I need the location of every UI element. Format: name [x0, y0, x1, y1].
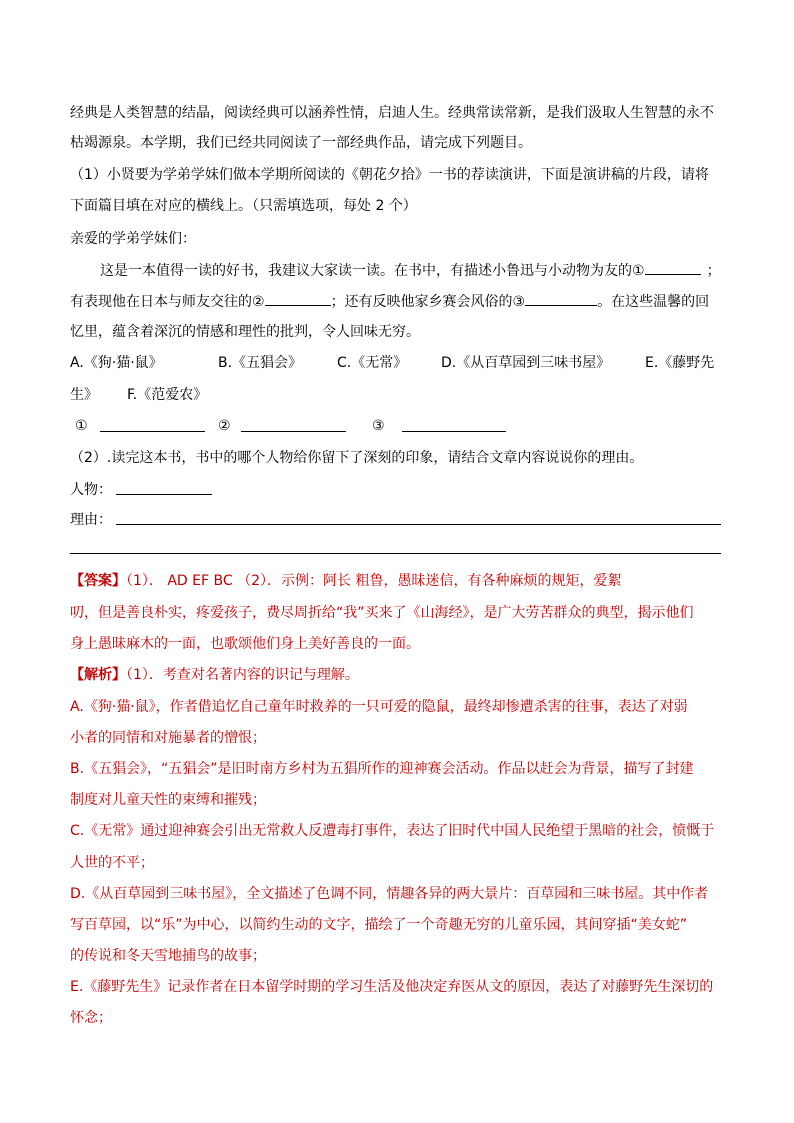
answer-mark-3: ③ — [372, 418, 385, 434]
answer-blank-1[interactable] — [100, 431, 205, 432]
analysis-line: 怀念； — [70, 1010, 112, 1026]
answer-line-3: 身上愚昧麻木的一面，也歌颂他们身上美好善良的一面。 — [70, 636, 420, 652]
greeting: 亲爱的学弟学妹们： — [70, 231, 196, 247]
speech-text: 有表现他在日本与师友交往的② — [70, 294, 265, 310]
analysis-line: 写百草园，以“乐”为中心，以简约生动的文字，描绘了一个奇趣无穷的儿童乐园，其间穿插“美女蛇” — [70, 917, 688, 933]
option-c: C.《无常》 — [337, 355, 408, 371]
option-a: A.《狗·猫·鼠》 — [70, 355, 163, 371]
analysis-line-intro — [70, 665, 359, 685]
analysis-line: 人世的不平； — [70, 855, 154, 871]
answer-text: （1）． AD EF BC （2）．示例：阿长 粗鲁，愚昧迷信，有各种麻烦的规矩，爱絮 — [126, 573, 622, 589]
analysis-line: A.《狗·猫·鼠》，作者借追忆自己童年时救养的一只可爱的隐鼠，最终却惨遭杀害的往事，表达了对弱 — [70, 699, 688, 715]
answer-mark-2: ② — [218, 418, 231, 434]
option-e-cont: 生》 — [70, 387, 98, 403]
speech-text: 。在这些温馨的回 — [597, 294, 710, 310]
answer-mark-1: ① — [75, 418, 88, 434]
question-1-line-2: 下面篇目填在对应的横线上。（只需填选项，每处 2 个） — [70, 198, 417, 214]
answer-line-2: 叨，但是善良朴实，疼爱孩子，费尽周折给“我”买来了《山海经》，是广大劳苦群众的典型，揭示他们 — [70, 605, 694, 621]
blank-2[interactable] — [265, 291, 331, 306]
speech-text: ； — [706, 263, 721, 279]
blank-1[interactable] — [645, 260, 701, 275]
speech-text: ；还有反映他家乡赛会风俗的③ — [330, 294, 526, 310]
answer-tag: 【答案】 — [70, 573, 126, 589]
analysis-line: D.《从百草园到三味书屋》，全文描述了色调不同，情趣各异的两大景片：百草园和三味书屋。其中作者 — [70, 886, 709, 902]
answer-blank-3[interactable] — [402, 431, 506, 432]
option-e: E.《藤野先 — [645, 355, 715, 371]
option-f: F.《范爱农》 — [127, 387, 208, 403]
character-label: 人物： — [70, 482, 112, 498]
question-2: （2）.读完这本书，书中的哪个人物给你留下了深刻的印象，请结合文章内容说说你的理由。 — [70, 450, 644, 466]
analysis-intro: （1）．考查对名著内容的识记与理解。 — [126, 667, 359, 683]
character-input[interactable] — [116, 494, 212, 495]
analysis-line: 小者的同情和对施暴者的憎恨； — [70, 730, 266, 746]
analysis-line: 的传说和冬天雪地捕鸟的故事； — [70, 948, 266, 964]
reason-input[interactable] — [116, 524, 721, 525]
answer-blank-2[interactable] — [241, 431, 346, 432]
analysis-line: C.《无常》通过迎神赛会引出无常救人反遭毒打事件，表达了旧时代中国人民绝望于黑暗的社会，愤慨于 — [70, 823, 715, 839]
analysis-line: E.《藤野先生》记录作者在日本留学时期的学习生活及他决定弃医从文的原因，表达了对藤野先生深切的 — [70, 979, 714, 995]
intro-line-1: 经典是人类智慧的结晶，阅读经典可以涵养性情，启迪人生。经典常读常新，是我们汲取人生智慧的永不 — [70, 105, 714, 121]
analysis-line: 制度对儿童天性的束缚和摧残； — [70, 792, 266, 808]
analysis-line: B.《五猖会》，“五猖会”是旧时南方乡村为五猖所作的迎神赛会活动。作品以赶会为背景，描写了封建 — [70, 761, 694, 777]
option-b: B.《五猖会》 — [218, 355, 303, 371]
speech-text: 这是一本值得一读的好书，我建议大家读一读。在书中，有描述小鲁迅与小动物为友的① — [100, 263, 645, 279]
speech-line-1 — [100, 260, 721, 281]
blank-3[interactable] — [525, 291, 597, 306]
analysis-tag: 【解析】 — [70, 667, 126, 683]
option-d: D.《从百草园到三味书屋》 — [441, 355, 611, 371]
intro-line-2: 枯竭源泉。本学期，我们已经共同阅读了一部经典作品，请完成下列题目。 — [70, 135, 532, 151]
separator-line — [70, 553, 721, 554]
speech-line-2 — [70, 291, 709, 312]
answer-line-1 — [70, 571, 621, 591]
question-1-line-1: （1）小贤要为学弟学妹们做本学期所阅读的《朝花夕拾》一书的荐读演讲，下面是演讲稿的片段，请将 — [70, 167, 709, 183]
speech-line-3: 忆里，蕴含着深沉的情感和理性的批判，令人回味无穷。 — [70, 324, 420, 340]
reason-label: 理由： — [70, 512, 112, 528]
